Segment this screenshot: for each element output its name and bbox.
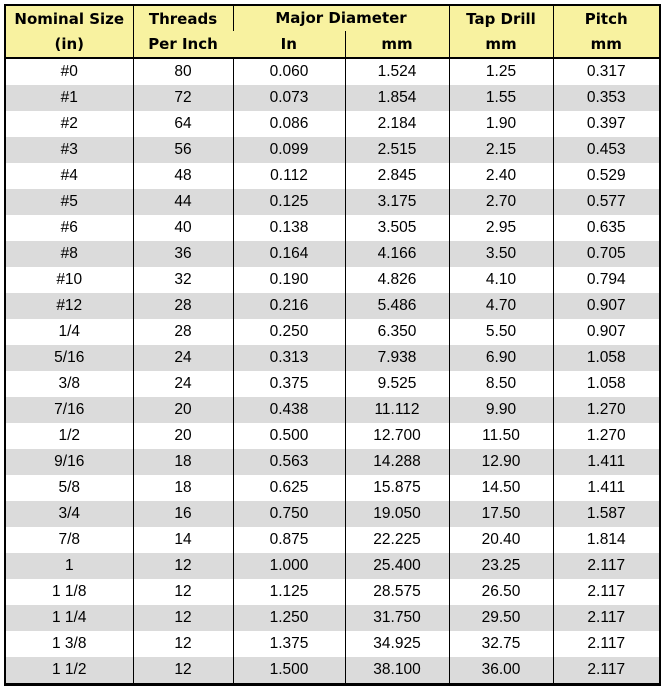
cell-threads-per-inch: 40 <box>133 215 233 241</box>
header-threads-line1: Threads <box>148 9 218 28</box>
cell-tap-drill-mm: 17.50 <box>449 501 553 527</box>
cell-threads-per-inch: 20 <box>133 423 233 449</box>
cell-tap-drill-mm: 14.50 <box>449 475 553 501</box>
cell-nominal-size: 5/16 <box>5 345 133 371</box>
cell-major-diameter-in: 0.190 <box>233 267 345 293</box>
cell-threads-per-inch: 18 <box>133 475 233 501</box>
table-row <box>5 58 660 85</box>
table-row <box>5 527 660 553</box>
cell-pitch-mm: 1.270 <box>553 423 660 449</box>
cell-pitch-mm: 0.907 <box>553 319 660 345</box>
cell-nominal-size: 7/16 <box>5 397 133 423</box>
table-body <box>5 58 660 685</box>
table-row <box>5 631 660 657</box>
cell-tap-drill-mm: 1.25 <box>449 58 553 85</box>
cell-major-diameter-mm: 4.166 <box>345 241 449 267</box>
cell-tap-drill-mm: 4.10 <box>449 267 553 293</box>
cell-threads-per-inch: 12 <box>133 657 233 685</box>
table-row <box>5 137 660 163</box>
cell-nominal-size: 3/8 <box>5 371 133 397</box>
cell-pitch-mm: 0.705 <box>553 241 660 267</box>
cell-pitch-mm: 1.411 <box>553 449 660 475</box>
cell-major-diameter-mm: 15.875 <box>345 475 449 501</box>
cell-nominal-size: 5/8 <box>5 475 133 501</box>
cell-major-diameter-in: 0.250 <box>233 319 345 345</box>
cell-major-diameter-in: 0.438 <box>233 397 345 423</box>
cell-nominal-size: #10 <box>5 267 133 293</box>
cell-major-diameter-mm: 3.175 <box>345 189 449 215</box>
cell-tap-drill-mm: 2.70 <box>449 189 553 215</box>
cell-pitch-mm: 2.117 <box>553 631 660 657</box>
cell-major-diameter-in: 1.250 <box>233 605 345 631</box>
cell-major-diameter-mm: 11.112 <box>345 397 449 423</box>
cell-pitch-mm: 0.635 <box>553 215 660 241</box>
cell-threads-per-inch: 28 <box>133 293 233 319</box>
cell-tap-drill-mm: 2.95 <box>449 215 553 241</box>
cell-major-diameter-in: 0.375 <box>233 371 345 397</box>
cell-major-diameter-in: 0.563 <box>233 449 345 475</box>
table-row <box>5 371 660 397</box>
cell-major-diameter-in: 0.164 <box>233 241 345 267</box>
cell-major-diameter-in: 0.086 <box>233 111 345 137</box>
cell-tap-drill-mm: 23.25 <box>449 553 553 579</box>
cell-threads-per-inch: 56 <box>133 137 233 163</box>
cell-major-diameter-in: 0.313 <box>233 345 345 371</box>
cell-threads-per-inch: 12 <box>133 553 233 579</box>
table-row <box>5 293 660 319</box>
cell-pitch-mm: 0.577 <box>553 189 660 215</box>
cell-major-diameter-in: 0.216 <box>233 293 345 319</box>
table-row <box>5 657 660 685</box>
cell-major-diameter-in: 1.500 <box>233 657 345 685</box>
cell-major-diameter-in: 0.073 <box>233 85 345 111</box>
header-tap-drill <box>449 5 553 58</box>
table-row <box>5 267 660 293</box>
cell-nominal-size: #0 <box>5 58 133 85</box>
cell-nominal-size: 1 1/2 <box>5 657 133 685</box>
cell-major-diameter-mm: 31.750 <box>345 605 449 631</box>
cell-major-diameter-mm: 34.925 <box>345 631 449 657</box>
cell-major-diameter-in: 1.125 <box>233 579 345 605</box>
table-row <box>5 397 660 423</box>
table-row <box>5 189 660 215</box>
header-row-1 <box>5 5 660 31</box>
cell-major-diameter-mm: 38.100 <box>345 657 449 685</box>
header-major-diameter: Major Diameter <box>233 5 449 31</box>
cell-major-diameter-mm: 22.225 <box>345 527 449 553</box>
cell-major-diameter-mm: 2.184 <box>345 111 449 137</box>
cell-major-diameter-in: 0.500 <box>233 423 345 449</box>
cell-tap-drill-mm: 26.50 <box>449 579 553 605</box>
cell-tap-drill-mm: 32.75 <box>449 631 553 657</box>
cell-nominal-size: 1 3/8 <box>5 631 133 657</box>
header-pitch-line1: Pitch <box>584 9 628 28</box>
cell-threads-per-inch: 28 <box>133 319 233 345</box>
thread-size-table <box>4 4 661 686</box>
cell-nominal-size: 1/4 <box>5 319 133 345</box>
cell-threads-per-inch: 72 <box>133 85 233 111</box>
cell-pitch-mm: 0.317 <box>553 58 660 85</box>
cell-major-diameter-mm: 19.050 <box>345 501 449 527</box>
cell-pitch-mm: 0.353 <box>553 85 660 111</box>
cell-major-diameter-in: 0.875 <box>233 527 345 553</box>
cell-tap-drill-mm: 1.90 <box>449 111 553 137</box>
cell-major-diameter-in: 0.138 <box>233 215 345 241</box>
cell-tap-drill-mm: 11.50 <box>449 423 553 449</box>
cell-major-diameter-in: 0.060 <box>233 58 345 85</box>
cell-major-diameter-in: 0.099 <box>233 137 345 163</box>
cell-major-diameter-mm: 28.575 <box>345 579 449 605</box>
cell-tap-drill-mm: 36.00 <box>449 657 553 685</box>
table-row <box>5 579 660 605</box>
table-row <box>5 553 660 579</box>
cell-pitch-mm: 0.397 <box>553 111 660 137</box>
table-row <box>5 501 660 527</box>
cell-tap-drill-mm: 20.40 <box>449 527 553 553</box>
cell-pitch-mm: 1.270 <box>553 397 660 423</box>
header-threads-line2: Per Inch <box>148 34 218 53</box>
cell-major-diameter-in: 1.000 <box>233 553 345 579</box>
cell-threads-per-inch: 20 <box>133 397 233 423</box>
table-header <box>5 5 660 58</box>
cell-major-diameter-in: 0.625 <box>233 475 345 501</box>
cell-pitch-mm: 2.117 <box>553 657 660 685</box>
cell-pitch-mm: 0.529 <box>553 163 660 189</box>
header-nominal-size-line2: (in) <box>54 34 85 53</box>
cell-nominal-size: #8 <box>5 241 133 267</box>
cell-tap-drill-mm: 5.50 <box>449 319 553 345</box>
cell-tap-drill-mm: 2.15 <box>449 137 553 163</box>
cell-major-diameter-in: 1.375 <box>233 631 345 657</box>
cell-major-diameter-mm: 4.826 <box>345 267 449 293</box>
table-row <box>5 241 660 267</box>
cell-pitch-mm: 1.587 <box>553 501 660 527</box>
table-row <box>5 449 660 475</box>
cell-major-diameter-mm: 1.854 <box>345 85 449 111</box>
cell-threads-per-inch: 48 <box>133 163 233 189</box>
table-row <box>5 319 660 345</box>
cell-nominal-size: #5 <box>5 189 133 215</box>
cell-major-diameter-mm: 14.288 <box>345 449 449 475</box>
header-pitch-line2: mm <box>590 34 622 53</box>
cell-tap-drill-mm: 8.50 <box>449 371 553 397</box>
cell-nominal-size: 9/16 <box>5 449 133 475</box>
cell-threads-per-inch: 16 <box>133 501 233 527</box>
cell-major-diameter-mm: 6.350 <box>345 319 449 345</box>
cell-major-diameter-mm: 7.938 <box>345 345 449 371</box>
header-threads-per-inch <box>133 5 233 58</box>
header-tap-drill-line1: Tap Drill <box>466 9 536 28</box>
cell-major-diameter-mm: 3.505 <box>345 215 449 241</box>
cell-threads-per-inch: 12 <box>133 579 233 605</box>
cell-major-diameter-mm: 12.700 <box>345 423 449 449</box>
cell-major-diameter-in: 0.125 <box>233 189 345 215</box>
cell-threads-per-inch: 14 <box>133 527 233 553</box>
cell-nominal-size: 7/8 <box>5 527 133 553</box>
cell-nominal-size: #2 <box>5 111 133 137</box>
header-major-diameter-mm: mm <box>345 31 449 58</box>
cell-threads-per-inch: 64 <box>133 111 233 137</box>
cell-pitch-mm: 1.058 <box>553 371 660 397</box>
cell-nominal-size: 3/4 <box>5 501 133 527</box>
cell-major-diameter-mm: 2.845 <box>345 163 449 189</box>
cell-pitch-mm: 1.814 <box>553 527 660 553</box>
cell-pitch-mm: 1.411 <box>553 475 660 501</box>
table-row <box>5 163 660 189</box>
table-row <box>5 215 660 241</box>
table-row <box>5 475 660 501</box>
cell-tap-drill-mm: 4.70 <box>449 293 553 319</box>
header-pitch <box>553 5 660 58</box>
cell-major-diameter-mm: 1.524 <box>345 58 449 85</box>
cell-major-diameter-in: 0.112 <box>233 163 345 189</box>
header-nominal-size-line1: Nominal Size <box>14 9 125 28</box>
cell-pitch-mm: 2.117 <box>553 579 660 605</box>
cell-nominal-size: #12 <box>5 293 133 319</box>
cell-pitch-mm: 1.058 <box>553 345 660 371</box>
cell-threads-per-inch: 80 <box>133 58 233 85</box>
cell-nominal-size: 1 1/4 <box>5 605 133 631</box>
cell-threads-per-inch: 12 <box>133 631 233 657</box>
table-row <box>5 605 660 631</box>
cell-threads-per-inch: 36 <box>133 241 233 267</box>
cell-pitch-mm: 0.453 <box>553 137 660 163</box>
cell-tap-drill-mm: 1.55 <box>449 85 553 111</box>
cell-tap-drill-mm: 6.90 <box>449 345 553 371</box>
cell-major-diameter-mm: 5.486 <box>345 293 449 319</box>
cell-nominal-size: #4 <box>5 163 133 189</box>
cell-nominal-size: 1 1/8 <box>5 579 133 605</box>
cell-threads-per-inch: 18 <box>133 449 233 475</box>
cell-nominal-size: #6 <box>5 215 133 241</box>
header-major-diameter-in: In <box>233 31 345 58</box>
cell-tap-drill-mm: 9.90 <box>449 397 553 423</box>
table-row <box>5 85 660 111</box>
cell-major-diameter-mm: 25.400 <box>345 553 449 579</box>
cell-pitch-mm: 0.907 <box>553 293 660 319</box>
table-row <box>5 111 660 137</box>
cell-pitch-mm: 0.794 <box>553 267 660 293</box>
header-tap-drill-line2: mm <box>485 34 517 53</box>
cell-pitch-mm: 2.117 <box>553 553 660 579</box>
cell-threads-per-inch: 24 <box>133 371 233 397</box>
table-row <box>5 423 660 449</box>
cell-threads-per-inch: 12 <box>133 605 233 631</box>
cell-threads-per-inch: 24 <box>133 345 233 371</box>
header-nominal-size <box>5 5 133 58</box>
cell-nominal-size: 1 <box>5 553 133 579</box>
cell-nominal-size: #1 <box>5 85 133 111</box>
cell-threads-per-inch: 32 <box>133 267 233 293</box>
cell-pitch-mm: 2.117 <box>553 605 660 631</box>
cell-tap-drill-mm: 3.50 <box>449 241 553 267</box>
cell-threads-per-inch: 44 <box>133 189 233 215</box>
cell-nominal-size: 1/2 <box>5 423 133 449</box>
cell-tap-drill-mm: 12.90 <box>449 449 553 475</box>
cell-tap-drill-mm: 2.40 <box>449 163 553 189</box>
cell-major-diameter-mm: 9.525 <box>345 371 449 397</box>
cell-major-diameter-in: 0.750 <box>233 501 345 527</box>
cell-major-diameter-mm: 2.515 <box>345 137 449 163</box>
cell-tap-drill-mm: 29.50 <box>449 605 553 631</box>
cell-nominal-size: #3 <box>5 137 133 163</box>
table-row <box>5 345 660 371</box>
